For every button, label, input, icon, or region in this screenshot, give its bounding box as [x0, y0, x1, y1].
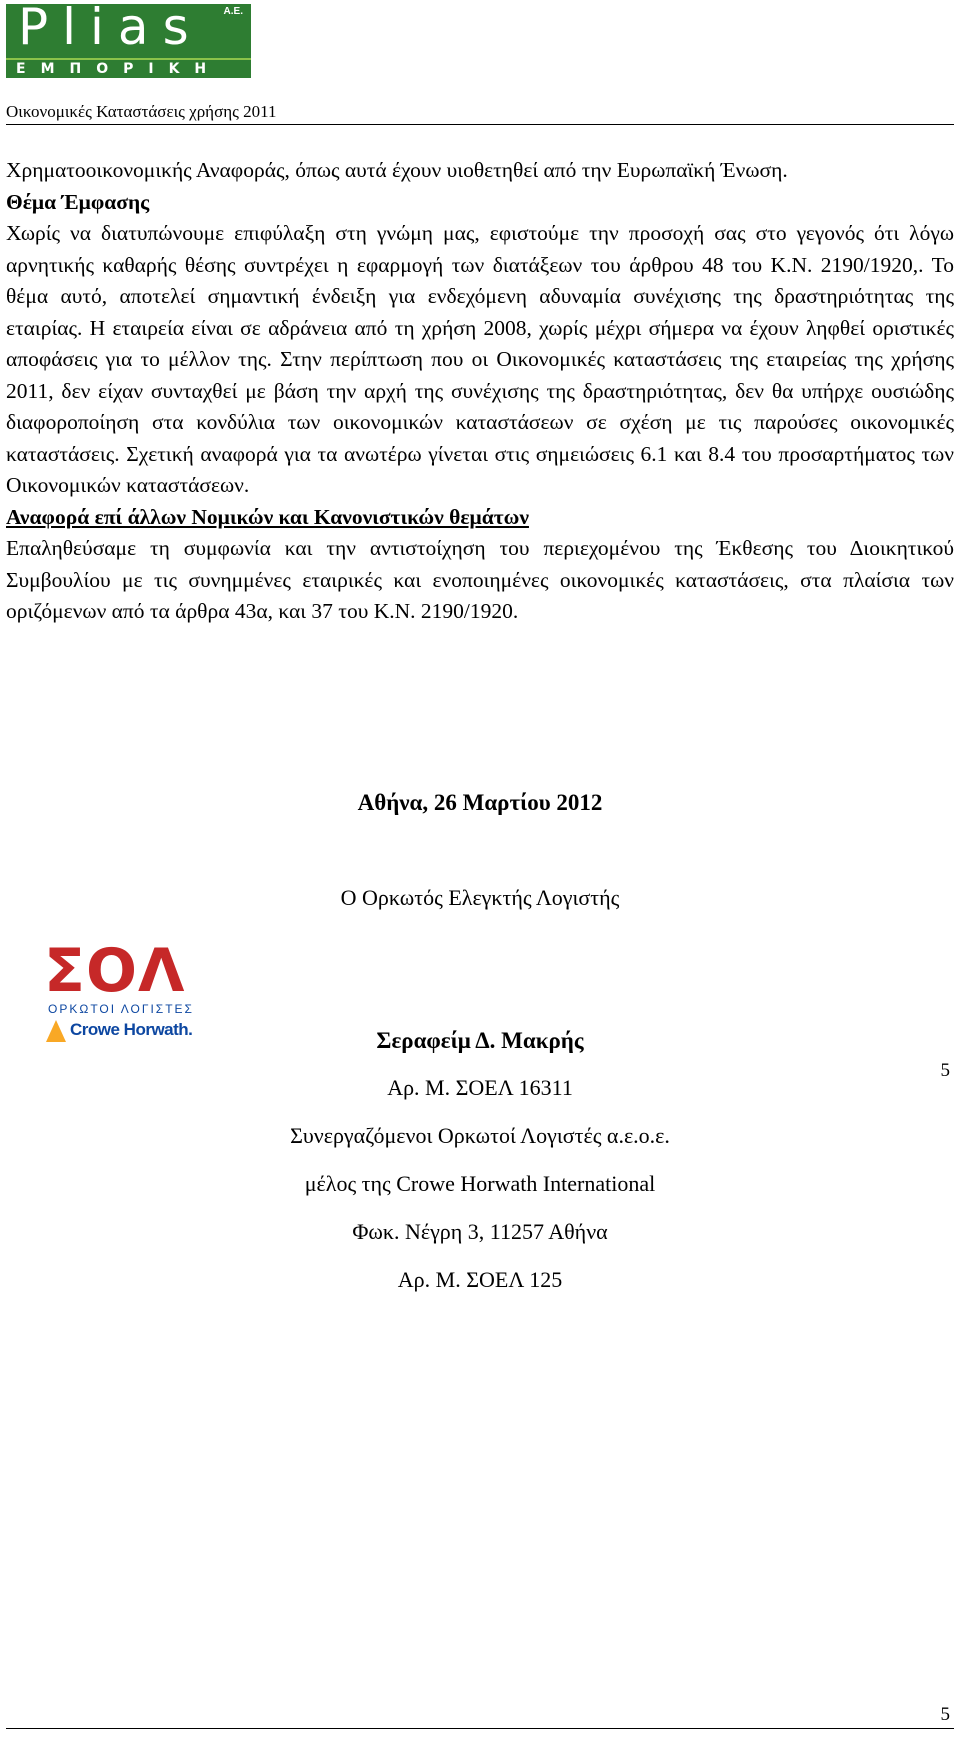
- header-rule: [6, 124, 954, 125]
- paragraph-emphasis: Χωρίς να διατυπώνουμε επιφύλαξη στη γνώμη μας, εφιστούμε την προσοχή σας στο γεγονός ότι λόγω αρνητικής καθαρής θέσης συντρέχει η εφαρμογή των διατάξεων του άρθρου 48 του Κ.Ν. 2190/1920,. Το θέμα αυτό, αποτελεί σημαντική ένδειξη για ενδεχόμενη αδυναμία συνέχισης της δραστηριότητας της εταιρίας. Η εταιρεία είναι σε αδράνεια από τη χρήση 2008, χωρίς μέχρι σήμερα να έχουν ληφθεί οριστικές αποφάσεις για το μέλλον της. Στην περίπτωση που οι Οικονομικές καταστάσεις της εταιρείας της χρήσης 2011, δεν είχαν συνταχθεί με βάση την αρχή της συνέχισης της δραστηριότητας, δεν θα υπήρχε ουσιώδης διαφοροποίηση στα κονδύλια των οικονομικών καταστάσεων σε σχέση με τις παρούσες οικονομικές καταστάσεις. Σχετική αναφορά για τα ανωτέρω γίνεται στις σημειώσεις 6.1 και 8.4 του προσαρτήματος των Οικονομικών καταστάσεων.: [6, 221, 954, 497]
- logo-sub-text: ΕΜΠΟΡΙΚΗ: [16, 61, 222, 77]
- firm-address: Φωκ. Νέγρη 3, 11257 Αθήνα: [352, 1219, 608, 1244]
- page-number-footer: 5: [940, 1704, 950, 1725]
- sol-logo-line: ΟΡΚΩΤΟΙ ΛΟΓΙΣΤΕΣ: [48, 1002, 194, 1016]
- firm-name: Συνεργαζόμενοι Ορκωτοί Λογιστές α.ε.ο.ε.: [290, 1123, 670, 1148]
- logo-ae-text: Α.Ε.: [223, 6, 243, 17]
- heading-emphasis: Θέμα Έμφασης: [6, 189, 150, 214]
- auditor-title: Ο Ορκωτός Ελεγκτής Λογιστής: [340, 885, 620, 910]
- report-date: Αθήνα, 26 Μαρτίου 2012: [357, 790, 603, 815]
- paragraph-intro: Χρηματοοικονομικής Αναφοράς, όπως αυτά έχουν υιοθετηθεί από την Ευρωπαϊκή Ένωση.: [6, 158, 788, 182]
- signatory-name: Σεραφείμ Δ. Μακρής: [376, 1028, 584, 1053]
- firm-membership: μέλος της Crowe Horwath International: [304, 1171, 656, 1196]
- firm-registration: Αρ. Μ. ΣΟΕΛ 125: [397, 1267, 563, 1292]
- header-subtitle: Οικονομικές Καταστάσεις χρήσης 2011: [6, 102, 277, 121]
- body-text: [6, 155, 954, 628]
- company-logo: [6, 4, 251, 78]
- sol-logo-brand: Crowe Horwath.: [70, 1020, 193, 1039]
- logo-band: [6, 58, 251, 78]
- footer-rule: [6, 1728, 954, 1729]
- page-number-mid: 5: [940, 1060, 950, 1081]
- heading-legal: Αναφορά επί άλλων Νομικών και Κανονιστικών θεμάτων: [6, 504, 529, 529]
- sol-logo-mark: ΣΟΛ: [44, 936, 186, 1006]
- signatory-registration: Αρ. Μ. ΣΟΕΛ 16311: [387, 1075, 573, 1100]
- logo-main-text: Plias: [18, 4, 203, 56]
- paragraph-legal: Επαληθεύσαμε τη συμφωνία και την αντιστοίχηση του περιεχομένου της Έκθεσης του Διοικητικού Συμβουλίου με τις συνημμένες εταιρικές και ενοποιημένες οικονομικές καταστάσεις, στα πλαίσια των οριζόμενων από τα άρθρα 43α, και 37 του Κ.Ν. 2190/1920.: [6, 536, 954, 623]
